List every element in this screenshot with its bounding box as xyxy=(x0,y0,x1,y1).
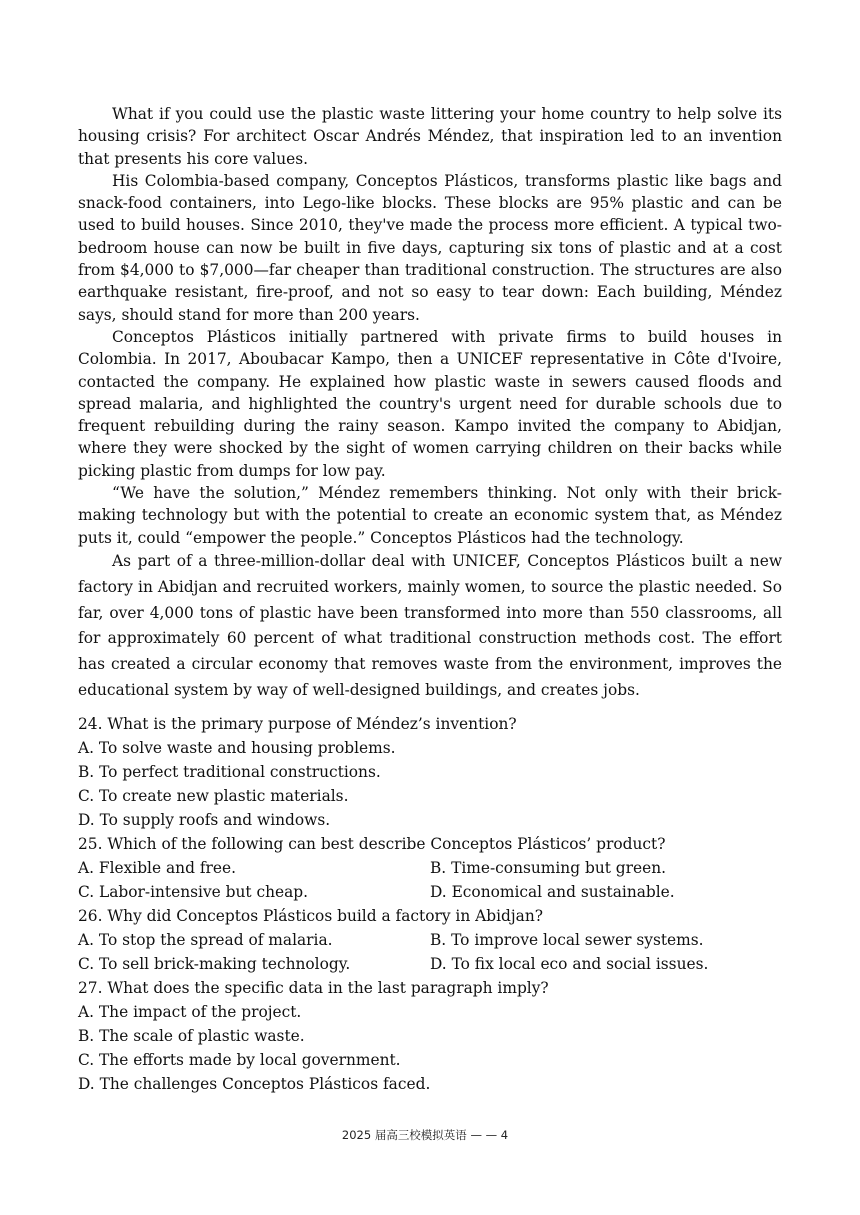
option-c: C. The efforts made by local government. xyxy=(78,1051,401,1069)
option-row xyxy=(78,856,782,880)
question-24 xyxy=(78,712,782,832)
option-d: D. Economical and sustainable. xyxy=(430,883,675,901)
passage-paragraph-2: His Colombia-based company, Conceptos Plásticos, transforms plastic like bags and snack-food containers, into Lego-like blocks. These blocks are 95% plastic and can be used to build houses. Since 2010, they've made the process more efficient. A typical two-bedroom house can now be built in five days, capturing six tons of plastic and at a cost from $4,000 to $7,000—far cheaper than traditional construction. The structures are also earthquake resistant, fire-proof, and not so easy to tear down: Each building, Méndez says, should stand for more than 200 years. xyxy=(78,171,782,324)
option-c: C. Labor-intensive but cheap. xyxy=(78,883,309,901)
passage-paragraph-5: As part of a three-million-dollar deal with UNICEF, Conceptos Plásticos built a new factory in Abidjan and recruited workers, mainly women, to source the plastic needed. So far, over 4,000 tons of plastic have been transformed into more than 550 classrooms, all for approximately 60 percent of what traditional construction methods cost. The effort has created a circular economy that removes waste from the environment, improves the educational system by way of well-designed buildings, and creates jobs. xyxy=(78,551,782,699)
page-footer: 2025 届高三校模拟英语 — — 4 xyxy=(341,1128,509,1142)
option-a: A. To solve waste and housing problems. xyxy=(78,739,396,757)
passage-paragraph-4: “We have the solution,” Méndez remembers thinking. Not only with their brick-making technology but with the potential to create an economic system that, as Méndez puts it, could “empower the people.” Conceptos Plásticos had the technology. xyxy=(78,484,782,547)
option-row xyxy=(78,952,782,976)
passage-paragraph-1: What if you could use the plastic waste littering your home country to help solve its housing crisis? For architect Oscar Andrés Méndez, that inspiration led to an invention that presents his core values. xyxy=(78,105,782,168)
option-c: C. To create new plastic materials. xyxy=(78,787,349,805)
option-row xyxy=(78,880,782,904)
question-stem: 27. What does the specific data in the last paragraph imply? xyxy=(78,979,549,997)
question-stem: 24. What is the primary purpose of Méndez’s invention? xyxy=(78,715,517,733)
question-27 xyxy=(78,976,782,1096)
question-stem: 25. Which of the following can best describe Conceptos Plásticos’ product? xyxy=(78,835,666,853)
question-stem: 26. Why did Conceptos Plásticos build a factory in Abidjan? xyxy=(78,907,544,925)
option-b: B. The scale of plastic waste. xyxy=(78,1027,305,1045)
option-b: B. Time-consuming but green. xyxy=(430,859,667,877)
option-a: A. Flexible and free. xyxy=(78,859,236,877)
question-25 xyxy=(78,832,782,904)
option-row xyxy=(78,928,782,952)
passage-paragraph-3: Conceptos Plásticos initially partnered with private firms to build houses in Colombia. In 2017, Aboubacar Kampo, then a UNICEF representative in Côte d'Ivoire, contacted the company. He explained how plastic waste in sewers caused floods and spread malaria, and highlighted the country's urgent need for durable schools due to frequent rebuilding during the rainy season. Kampo invited the company to Abidjan, where they were shocked by the sight of women carrying children on their backs while picking plastic from dumps for low pay. xyxy=(78,327,782,480)
option-d: D. To supply roofs and windows. xyxy=(78,811,331,829)
option-d: D. To fix local eco and social issues. xyxy=(430,955,709,973)
question-list xyxy=(78,712,782,1096)
question-26 xyxy=(78,904,782,976)
reading-passage xyxy=(78,103,782,704)
option-b: B. To perfect traditional constructions. xyxy=(78,763,381,781)
option-a: A. To stop the spread of malaria. xyxy=(78,931,333,949)
option-a: A. The impact of the project. xyxy=(78,1003,302,1021)
option-b: B. To improve local sewer systems. xyxy=(430,931,704,949)
option-c: C. To sell brick-making technology. xyxy=(78,955,351,973)
option-d: D. The challenges Conceptos Plásticos faced. xyxy=(78,1075,431,1093)
